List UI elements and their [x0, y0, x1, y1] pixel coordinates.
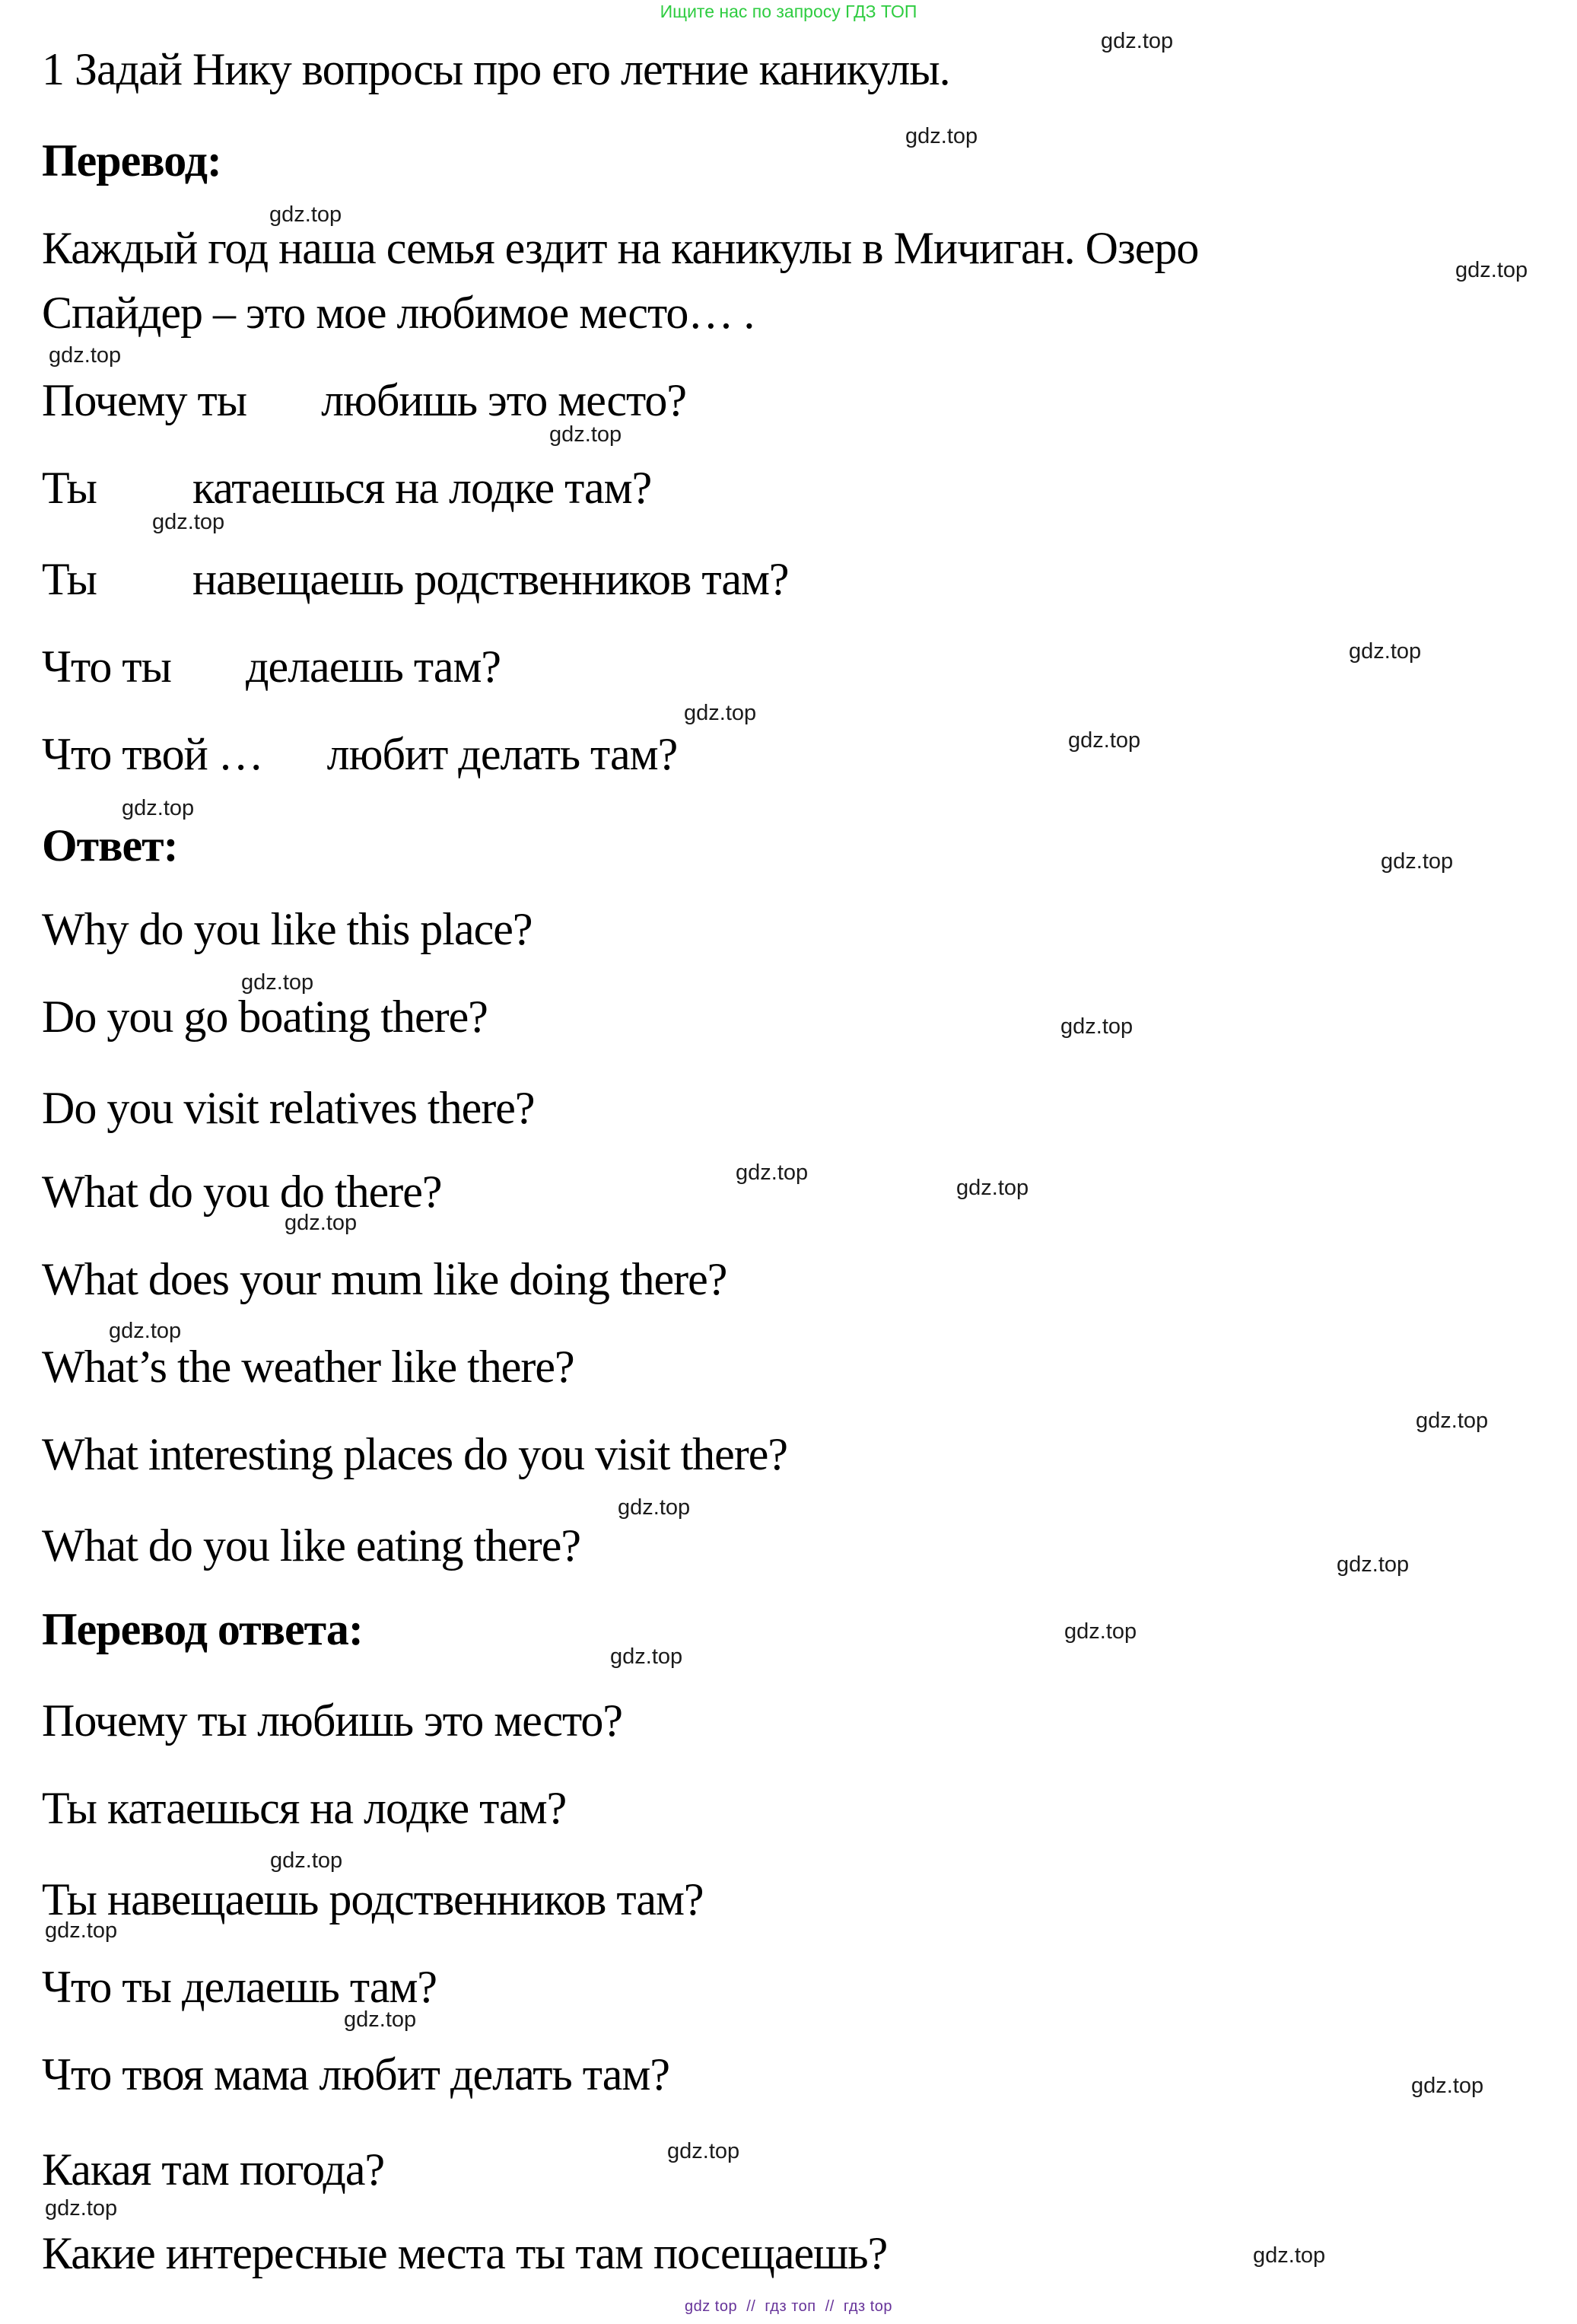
text-line: What do you do there? [42, 1167, 442, 1217]
text-line: Что твоя мама любит делать там? [42, 2049, 669, 2100]
gdz-watermark: gdz.top [49, 343, 122, 368]
text-line: Do you go boating there? [42, 992, 488, 1042]
gdz-watermark: gdz.top [1101, 29, 1174, 53]
gdz-watermark: gdz.top [1416, 1409, 1489, 1433]
gdz-watermark: gdz.top [618, 1495, 691, 1520]
text-line: 1 Задай Нику вопросы про его летние каникулы. [42, 44, 950, 94]
gdz-watermark: gdz.top [1455, 258, 1528, 282]
text-line: Do you visit relatives there? [42, 1083, 535, 1133]
gdz-watermark: gdz.top [109, 1319, 182, 1343]
text-line: Ты катаешься на лодке там? [42, 463, 652, 513]
text-line: What do you like eating there? [42, 1520, 581, 1571]
gdz-watermark: gdz.top [122, 796, 195, 820]
gdz-watermark: gdz.top [1349, 639, 1422, 664]
gdz-watermark: gdz.top [667, 2139, 740, 2163]
gdz-watermark: gdz.top [1253, 2243, 1326, 2268]
gdz-watermark: gdz.top [1068, 728, 1141, 753]
text-line: Почему ты любишь это место? [42, 1695, 623, 1746]
gdz-watermark: gdz.top [269, 202, 342, 227]
text-line: Ты навещаешь родственников там? [42, 554, 789, 604]
text-line: What interesting places do you visit there? [42, 1429, 788, 1479]
text-line: Почему ты любишь это место? [42, 375, 687, 425]
gdz-watermark: gdz.top [956, 1176, 1029, 1200]
gdz-watermark: gdz.top [1381, 849, 1454, 874]
text-line: What’s the weather like there? [42, 1342, 574, 1392]
gdz-watermark: gdz.top [549, 422, 622, 447]
gdz-watermark: gdz.top [241, 970, 314, 995]
text-line: Ты катаешься на лодке там? [42, 1783, 567, 1833]
text-line: Спайдер – это мое любимое место… . [42, 288, 755, 338]
text-line: Что ты делаешь там? [42, 1962, 437, 2012]
gdz-watermark: gdz.top [736, 1160, 809, 1185]
text-line: Ты навещаешь родственников там? [42, 1874, 704, 1924]
gdz-watermark: gdz.top [1064, 1619, 1137, 1644]
gdz-watermark: gdz.top [45, 1918, 118, 1943]
text-line: Ответ: [42, 820, 178, 871]
site-promo-note: Ищите нас по запросу ГДЗ ТОП [660, 2, 917, 21]
text-line: Что ты делаешь там? [42, 641, 501, 692]
gdz-watermark: gdz.top [905, 124, 978, 148]
text-line: Что твой … любит делать там? [42, 729, 678, 779]
text-line: Why do you like this place? [42, 904, 533, 954]
gdz-watermark: gdz.top [344, 2007, 417, 2032]
gdz-watermark: gdz.top [1060, 1014, 1133, 1039]
gdz-watermark: gdz.top [152, 510, 225, 534]
gdz-watermark: gdz.top [1411, 2074, 1484, 2098]
text-line: Перевод ответа: [42, 1604, 363, 1654]
gdz-watermark: gdz.top [285, 1211, 358, 1235]
gdz-watermark: gdz.top [610, 1644, 683, 1669]
text-line: Каждый год наша семья ездит на каникулы в Мичиган. Озеро [42, 223, 1199, 273]
text-line: Какая там погода? [42, 2144, 385, 2195]
text-line: Перевод: [42, 135, 221, 186]
gdz-watermark: gdz.top [45, 2196, 118, 2221]
footer-note: gdz top // гдз топ // гдз top [684, 2298, 893, 2315]
text-line: Какие интересные места ты там посещаешь? [42, 2228, 888, 2278]
text-line: What does your mum like doing there? [42, 1254, 727, 1304]
gdz-watermark: gdz.top [684, 701, 757, 725]
gdz-watermark: gdz.top [270, 1848, 343, 1873]
gdz-watermark: gdz.top [1337, 1552, 1410, 1577]
